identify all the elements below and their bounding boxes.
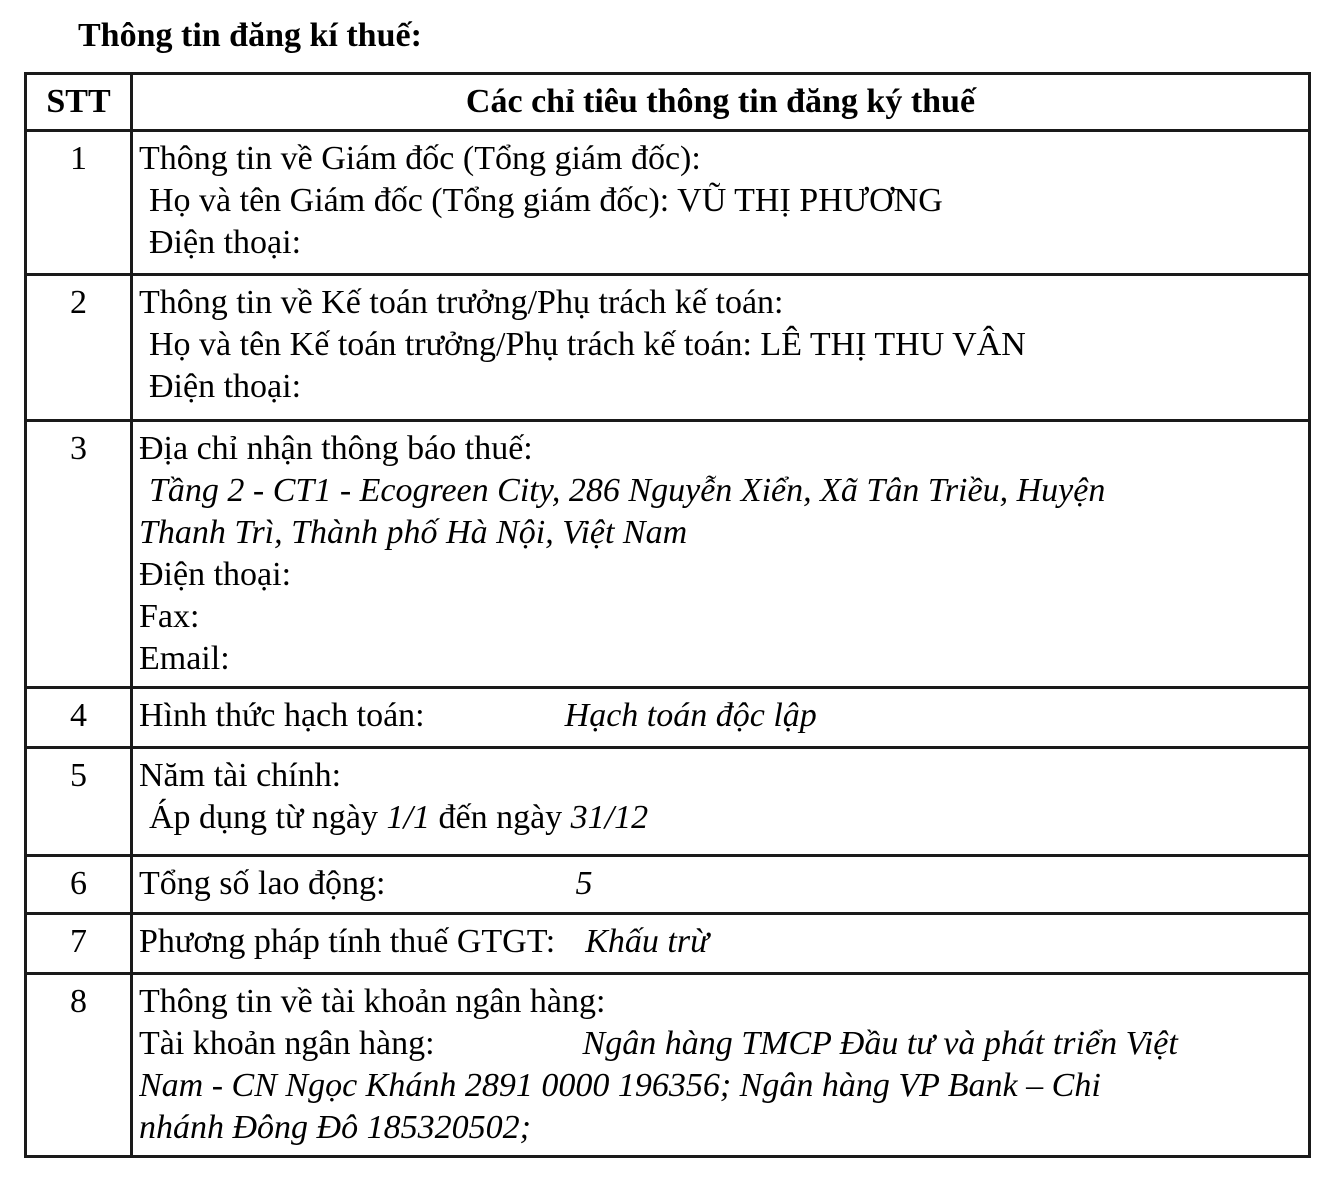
fiscal-from-date: 1/1 (386, 799, 430, 836)
row-number: 5 (26, 748, 132, 856)
fiscal-to-label: đến ngày (438, 799, 563, 836)
vat-method-value: Khấu trừ (585, 923, 709, 960)
row-number: 3 (26, 421, 132, 688)
bank-account-line-3: nhánh Đông Đô 185320502; (139, 1109, 531, 1146)
table-row (26, 131, 1310, 275)
employee-count-value: 5 (575, 865, 593, 902)
accountant-info-cell (132, 275, 1310, 421)
table-row (26, 974, 1310, 1157)
bank-account-line-1: Ngân hàng TMCP Đầu tư và phát triển Việt (582, 1025, 1178, 1062)
director-info-cell (132, 131, 1310, 275)
accounting-form-label: Hình thức hạch toán: (139, 697, 425, 734)
tax-registration-table (24, 72, 1311, 1158)
vat-method-label: Phương pháp tính thuế GTGT: (139, 923, 556, 960)
bank-account-cell (132, 974, 1310, 1157)
table-row (26, 748, 1310, 856)
row-number: 4 (26, 688, 132, 748)
director-name-value: VŨ THỊ PHƯƠNG (677, 182, 943, 219)
header-stt: STT (26, 74, 132, 131)
fiscal-year-range (139, 797, 1304, 839)
accounting-form-value: Hạch toán độc lập (564, 697, 817, 734)
fiscal-year-heading: Năm tài chính: (139, 757, 342, 794)
accounting-form-cell (132, 688, 1310, 748)
table-row (26, 914, 1310, 974)
bank-account-line-2: Nam - CN Ngọc Khánh 2891 0000 196356; Ngân hàng VP Bank – Chi (139, 1067, 1101, 1104)
accountant-phone-label: Điện thoại: (149, 368, 302, 405)
tax-address-heading: Địa chỉ nhận thông báo thuế: (139, 430, 533, 467)
director-phone-label: Điện thoại: (149, 224, 302, 261)
fiscal-apply-from-label: Áp dụng từ ngày (149, 799, 379, 836)
table-row (26, 275, 1310, 421)
accountant-heading: Thông tin về Kế toán trưởng/Phụ trách kế toán: (139, 284, 784, 321)
row-number: 6 (26, 856, 132, 914)
tax-address-line-2: Thanh Trì, Thành phố Hà Nội, Việt Nam (139, 514, 688, 551)
accountant-name-line (139, 324, 1304, 366)
tax-address-line-1: Tầng 2 - CT1 - Ecogreen City, 286 Nguyễn Xiển, Xã Tân Triều, Huyện (149, 472, 1106, 509)
accountant-name-label: Họ và tên Kế toán trưởng/Phụ trách kế toán: (149, 326, 752, 363)
vat-method-cell (132, 914, 1310, 974)
fiscal-year-cell (132, 748, 1310, 856)
table-header-row (26, 74, 1310, 131)
tax-address-email-label: Email: (139, 640, 230, 677)
tax-address-phone-label: Điện thoại: (139, 556, 292, 593)
table-row (26, 856, 1310, 914)
fiscal-to-date: 31/12 (570, 799, 649, 836)
header-criteria: Các chỉ tiêu thông tin đăng ký thuế (132, 74, 1310, 131)
employee-count-cell (132, 856, 1310, 914)
table-row (26, 421, 1310, 688)
accountant-name-value: LÊ THỊ THU VÂN (760, 326, 1026, 363)
director-name-label: Họ và tên Giám đốc (Tổng giám đốc): (149, 182, 670, 219)
row-number: 8 (26, 974, 132, 1157)
tax-address-cell (132, 421, 1310, 688)
row-number: 1 (26, 131, 132, 275)
bank-account-label: Tài khoản ngân hàng: (139, 1025, 435, 1062)
director-heading: Thông tin về Giám đốc (Tổng giám đốc): (139, 140, 701, 177)
row-number: 2 (26, 275, 132, 421)
page-title: Thông tin đăng kí thuế: (78, 17, 422, 54)
director-name-line (139, 180, 1304, 222)
row-number: 7 (26, 914, 132, 974)
bank-account-heading: Thông tin về tài khoản ngân hàng: (139, 983, 606, 1020)
employee-count-label: Tổng số lao động: (139, 865, 386, 902)
tax-address-fax-label: Fax: (139, 598, 200, 635)
table-row (26, 688, 1310, 748)
